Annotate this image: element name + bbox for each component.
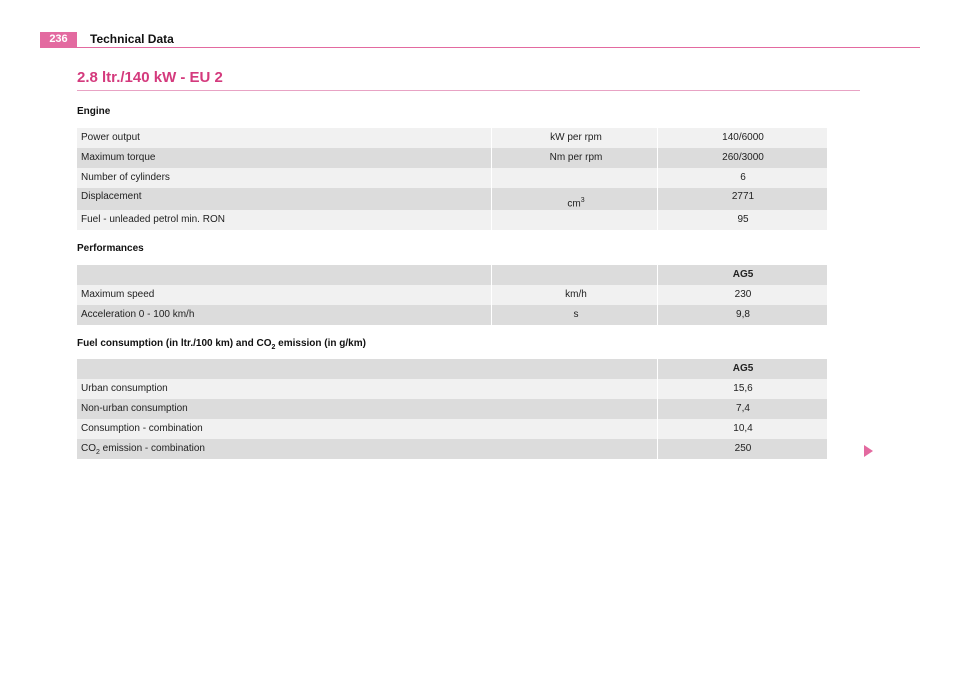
fuel-table bbox=[77, 359, 827, 459]
table-header-row bbox=[77, 265, 827, 285]
row-value: 140/6000 bbox=[722, 132, 764, 143]
header-rule bbox=[40, 47, 920, 48]
table-row bbox=[77, 399, 827, 419]
fuel-label bbox=[77, 338, 366, 351]
row-name: Fuel - unleaded petrol min. RON bbox=[81, 214, 225, 225]
fuel-label-sub: 2 bbox=[271, 344, 276, 351]
row-name: Number of cylinders bbox=[81, 172, 170, 183]
row-value: 6 bbox=[740, 172, 746, 183]
row-name-text: CO bbox=[81, 443, 96, 454]
row-unit: km/h bbox=[565, 289, 587, 300]
row-value: 2771 bbox=[731, 191, 755, 202]
table-row bbox=[77, 210, 827, 230]
engine-table bbox=[77, 128, 827, 230]
row-value: 95 bbox=[737, 214, 749, 225]
table-row bbox=[77, 148, 827, 168]
table-row bbox=[77, 439, 827, 459]
table-row bbox=[77, 419, 827, 439]
row-name: Non-urban consumption bbox=[81, 403, 188, 414]
triangle-right-icon[interactable] bbox=[864, 445, 873, 457]
row-unit: kW per rpm bbox=[550, 132, 602, 143]
row-value: 7,4 bbox=[736, 403, 750, 414]
row-value: 230 bbox=[734, 289, 752, 300]
heading-rule bbox=[77, 90, 860, 91]
section-title: Technical Data bbox=[90, 32, 174, 46]
page-heading: 2.8 ltr./140 kW - EU 2 bbox=[77, 69, 223, 86]
row-value: 10,4 bbox=[733, 423, 753, 434]
row-name-sub: 2 bbox=[96, 449, 100, 456]
page-number: 236 bbox=[40, 32, 77, 47]
fuel-label-text-end: emission (in g/km) bbox=[275, 338, 366, 349]
row-name: Maximum speed bbox=[81, 289, 155, 300]
performances-label: Performances bbox=[77, 243, 144, 254]
unit-superscript: 3 bbox=[580, 197, 585, 204]
row-name: Consumption - combination bbox=[81, 423, 203, 434]
table-row bbox=[77, 379, 827, 399]
column-header: AG5 bbox=[732, 269, 754, 280]
row-name: Maximum torque bbox=[81, 152, 156, 163]
row-value: 260/3000 bbox=[722, 152, 764, 163]
row-name: Acceleration 0 - 100 km/h bbox=[81, 309, 195, 320]
row-name-text-end: emission - combination bbox=[99, 443, 205, 454]
row-unit: s bbox=[573, 309, 579, 320]
engine-label: Engine bbox=[77, 106, 111, 117]
table-row bbox=[77, 168, 827, 188]
performances-table bbox=[77, 265, 827, 325]
row-name: Displacement bbox=[81, 191, 142, 202]
table-row bbox=[77, 128, 827, 148]
row-name: Power output bbox=[81, 132, 140, 143]
table-row bbox=[77, 305, 827, 325]
table-header-row bbox=[77, 359, 827, 379]
column-header: AG5 bbox=[732, 363, 754, 374]
row-value: 250 bbox=[734, 443, 752, 454]
row-name bbox=[81, 439, 205, 463]
row-value: 9,8 bbox=[736, 309, 750, 320]
unit-text: cm bbox=[567, 198, 581, 210]
row-name: Urban consumption bbox=[81, 383, 168, 394]
table-row bbox=[77, 188, 827, 210]
fuel-label-text: Fuel consumption (in ltr./100 km) and CO bbox=[77, 338, 272, 349]
row-unit: Nm per rpm bbox=[549, 152, 603, 163]
table-row bbox=[77, 285, 827, 305]
row-value: 15,6 bbox=[733, 383, 753, 394]
